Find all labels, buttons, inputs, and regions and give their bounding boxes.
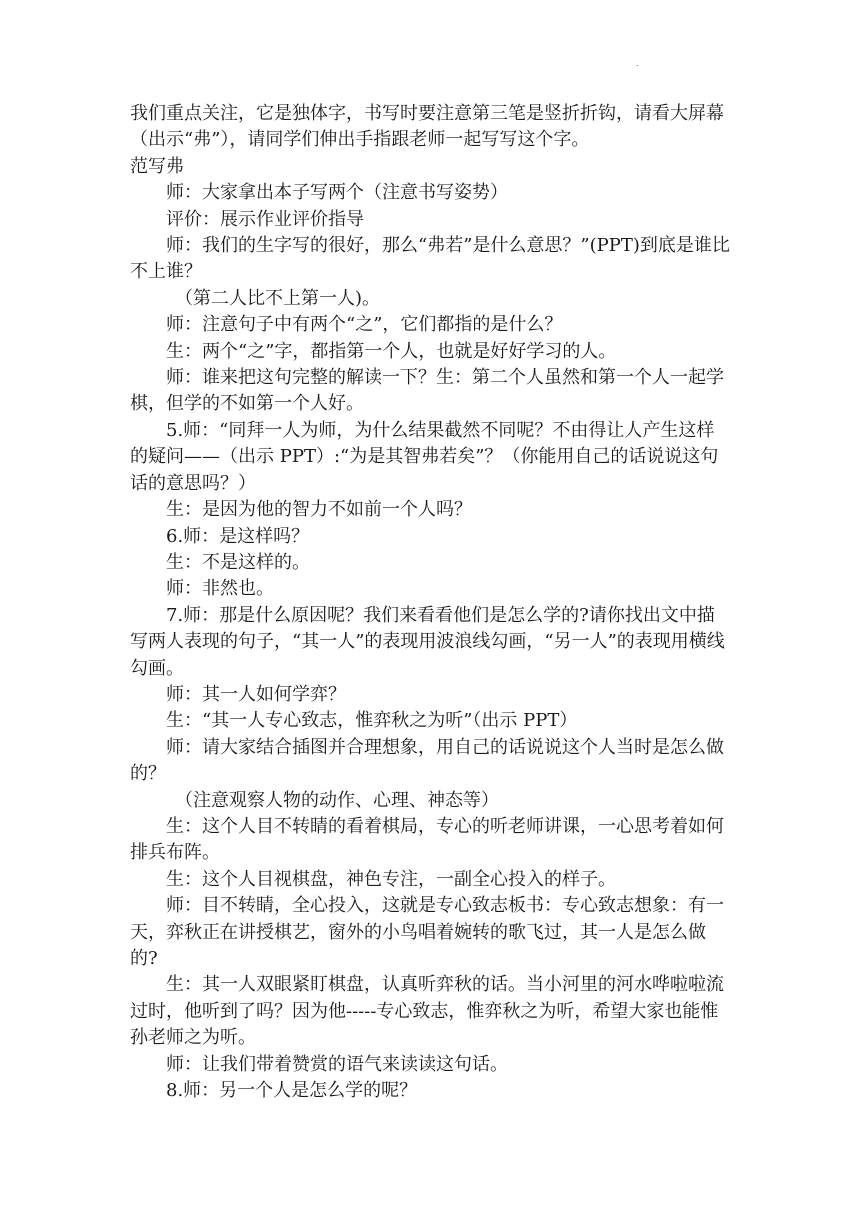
paragraph: （注意观察人物的动作、心理、神态等） [175, 789, 499, 811]
paragraph: （第二人比不上第一人)。 [175, 287, 381, 309]
paragraph: 生：是因为他的智力不如前一个人吗？ [166, 499, 472, 521]
paragraph: 评价：展示作业评价指导 [166, 208, 364, 230]
paragraph: 生：其一人双眼紧盯棋盘，认真听弈秋的话。当小河里的河水哗啦啦流过时，他听到了吗？因为他-----专心致志，惟弈秋之为听，希望大家也能惟孙老师之为听。 [130, 974, 724, 1049]
paragraph: 师：请大家结合插图并合理想象，用自己的话说说这个人当时是怎么做的？ [130, 736, 724, 785]
lesson-text [130, 101, 730, 1104]
paragraph: 生：不是这样的。 [166, 551, 310, 573]
paragraph: 师：非然也。 [166, 578, 274, 600]
paragraph: 8.师：另一个人是怎么学的呢？ [166, 1080, 418, 1102]
paragraph: 生：“其一人专心致志，惟弈秋之为听”（出示 PPT） [166, 710, 578, 732]
paragraph: 师：我们的生字写的很好，那么“弗若”是什么意思？”(PPT)到底是谁比不上谁？ [130, 235, 730, 283]
paragraph: 7.师：那是什么原因呢？我们来看看他们是怎么学的?请你找出文中描写两人表现的句子，“其一人”的表现用波浪线勾画，“另一人”的表现用横线勾画。 [130, 604, 725, 679]
paragraph: 5.师：“同拜一人为师，为什么结果截然不同呢？不由得让人产生这样的疑问——（出示 PPT）:“为是其智弗若矣”？（你能用自己的话说说这句话的意思吗？） [130, 419, 719, 494]
paragraph: 生：这个人目不转睛的看着棋局，专心的听老师讲课，一心思考着如何排兵布阵。 [130, 815, 724, 864]
paragraph: 师：让我们带着赞赏的语气来读读这句话。 [166, 1053, 508, 1075]
paragraph: 师：注意句子中有两个“之”，它们都指的是什么？ [166, 314, 563, 336]
paragraph: 师：谁来把这句完整的解读一下？生：第二个人虽然和第一个人一起学棋，但学的不如第一个人好。 [130, 367, 724, 415]
paragraph: 6.师：是这样吗？ [166, 525, 310, 547]
header-mark: . [636, 58, 639, 68]
paragraph: 师：大家拿出本子写两个（注意书写姿势） [166, 182, 508, 204]
paragraph: 师：其一人如何学弈？ [166, 683, 346, 705]
paragraph: 生：两个“之”字，都指第一个人，也就是好好学习的人。 [166, 340, 617, 362]
paragraph: 师：目不转睛，全心投入，这就是专心致志板书：专心致志想象：有一天，弈秋正在讲授棋艺，窗外的小鸟唱着婉转的歌飞过，其一人是怎么做的? [130, 895, 724, 969]
paragraph: 范写弗 [130, 155, 184, 177]
paragraph: 生：这个人目视棋盘，神色专注，一副全心投入的样子。 [166, 868, 616, 890]
paragraph: 我们重点关注，它是独体字，书写时要注意第三笔是竖折折钩，请看大屏幕（出示“弗”），请同学们伸出手指跟老师一起写写这个字。 [130, 103, 724, 151]
